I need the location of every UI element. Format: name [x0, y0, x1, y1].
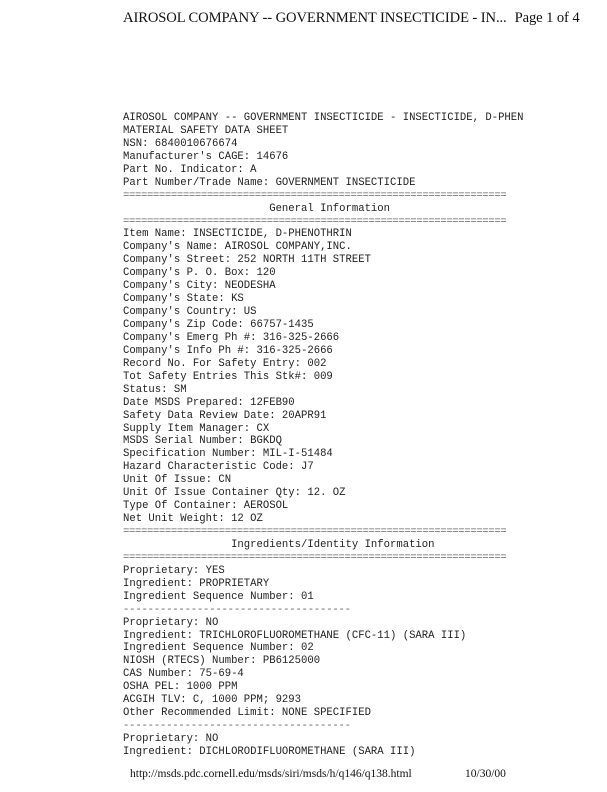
field-line: Specification Number: MIL-I-51484: [123, 448, 333, 461]
field-line: Status: SM: [123, 383, 187, 396]
field-line: Unit Of Issue: CN: [123, 474, 232, 487]
ingredient-separator: -------------------------------------: [123, 603, 351, 616]
field-line: MSDS Serial Number: BGKDQ: [123, 435, 282, 448]
field-line: Company's P. O. Box: 120: [123, 267, 276, 280]
section-heading: Ingredients/Identity Information: [123, 538, 435, 551]
section-divider: ================================================================: [123, 551, 507, 564]
field-line: Proprietary: YES: [123, 564, 225, 577]
field-line: Company's Zip Code: 66757-1435: [123, 319, 314, 331]
field-line: Record No. For Safety Entry: 002: [123, 357, 327, 370]
field-line: Item Name: INSECTICIDE, D-PHENOTHRIN: [123, 228, 352, 241]
field-line: Tot Safety Entries This Stk#: 009: [123, 370, 333, 383]
field-line: Part Number/Trade Name: GOVERNMENT INSECTICIDE: [123, 176, 416, 189]
field-line: Ingredient: TRICHLOROFLUOROMETHANE (CFC-11) (SARA III): [123, 629, 467, 642]
field-line: Type Of Container: AEROSOL: [123, 500, 289, 513]
source-url: http://msds.pdc.cornell.edu/msds/siri/msds/h/q146/q138.html: [130, 768, 412, 780]
field-line: Company's State: KS: [123, 293, 244, 306]
section-divider: ================================================================: [123, 189, 507, 202]
field-line: Ingredient Sequence Number: 01: [123, 590, 314, 603]
field-line: Company's Name: AIROSOL COMPANY,INC.: [123, 241, 352, 254]
field-line: Hazard Characteristic Code: J7: [123, 461, 314, 474]
field-line: NSN: 6840010676674: [123, 137, 238, 150]
msds-document-body: [123, 112, 524, 759]
section-divider: ================================================================: [123, 526, 507, 538]
print-date: 10/30/00: [465, 768, 506, 780]
field-line: Company's Emerg Ph #: 316-325-2666: [123, 331, 340, 344]
page-number: Page 1 of 4: [514, 10, 580, 26]
field-line: MATERIAL SAFETY DATA SHEET: [123, 124, 289, 137]
field-line: Safety Data Review Date: 20APR91: [123, 409, 327, 422]
field-line: CAS Number: 75-69-4: [123, 668, 244, 681]
field-line: Company's Country: US: [123, 306, 257, 319]
field-line: Company's Info Ph #: 316-325-2666: [123, 344, 333, 357]
field-line: Supply Item Manager: CX: [123, 422, 270, 435]
field-line: Ingredient Sequence Number: 02: [123, 642, 314, 655]
field-line: Company's Street: 252 NORTH 11TH STREET: [123, 254, 371, 267]
document-title: AIROSOL COMPANY -- GOVERNMENT INSECTICIDE - IN...: [123, 10, 507, 26]
field-line: Part No. Indicator: A: [123, 163, 257, 176]
field-line: Company's City: NEODESHA: [123, 280, 276, 293]
field-line: Ingredient: DICHLORODIFLUOROMETHANE (SARA III): [123, 745, 416, 758]
field-line: Proprietary: NO: [123, 733, 219, 745]
field-line: Ingredient: PROPRIETARY: [123, 577, 270, 590]
field-line: OSHA PEL: 1000 PPM: [123, 681, 238, 694]
page-header: [123, 10, 580, 27]
field-line: Unit Of Issue Container Qty: 12. OZ: [123, 487, 346, 500]
field-line: Proprietary: NO: [123, 616, 219, 629]
field-line: AIROSOL COMPANY -- GOVERNMENT INSECTICIDE - INSECTICIDE, D-PHEN: [123, 112, 524, 124]
section-heading: General Information: [123, 202, 391, 215]
field-line: NIOSH (RTECS) Number: PB6125000: [123, 655, 321, 668]
field-line: Other Recommended Limit: NONE SPECIFIED: [123, 707, 371, 720]
ingredient-separator: -------------------------------------: [123, 720, 351, 733]
field-line: Net Unit Weight: 12 OZ: [123, 513, 263, 526]
field-line: ACGIH TLV: C, 1000 PPM; 9293: [123, 694, 302, 707]
field-line: Date MSDS Prepared: 12FEB90: [123, 396, 295, 409]
field-line: Manufacturer's CAGE: 14676: [123, 150, 289, 163]
section-divider: ================================================================: [123, 215, 507, 228]
